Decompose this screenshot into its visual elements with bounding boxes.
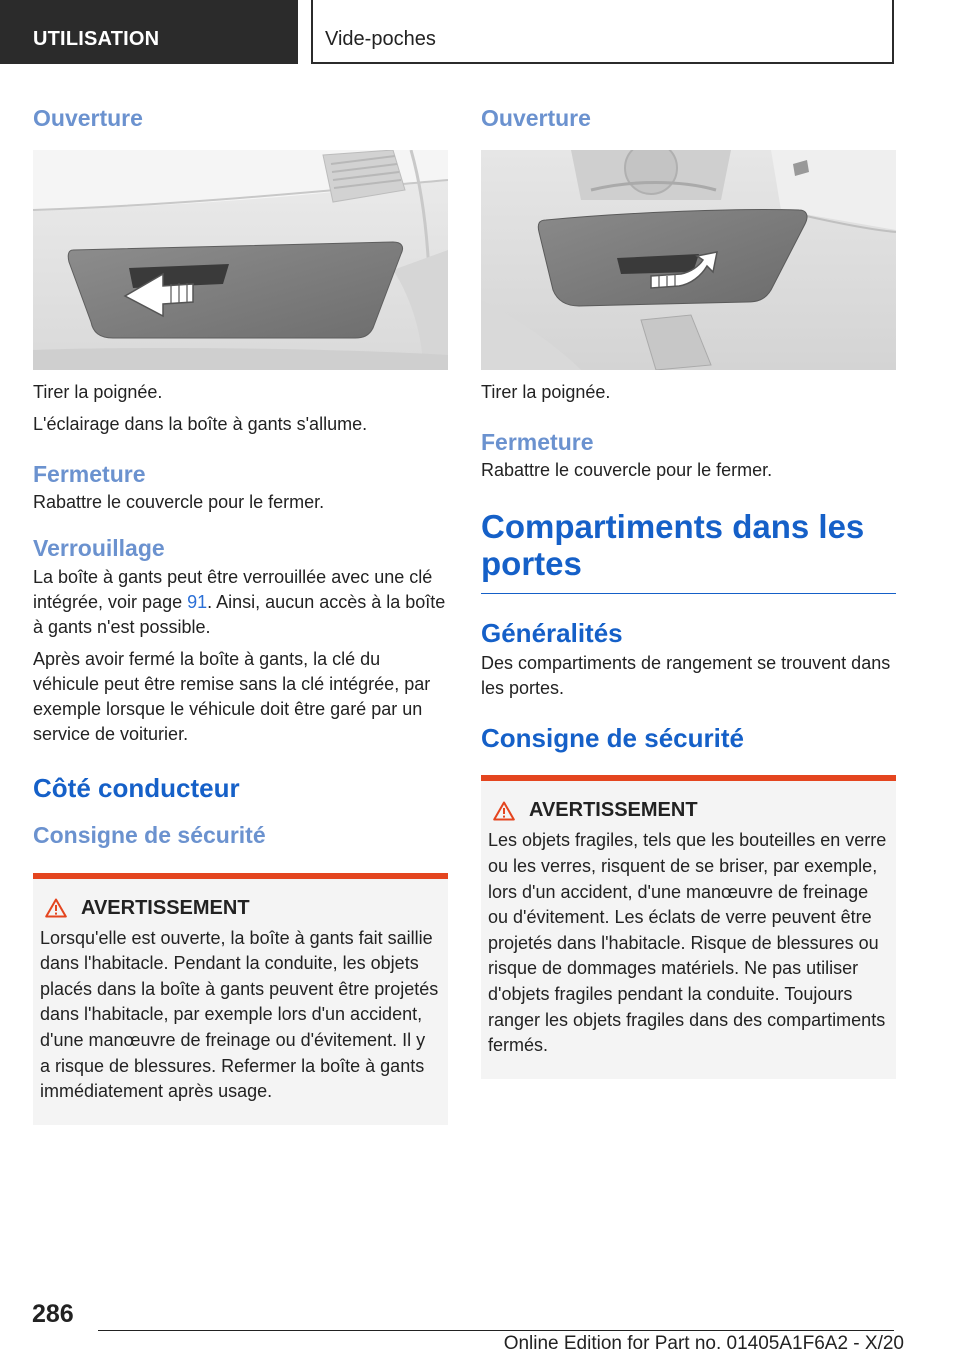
warning-text-left: Lorsqu'elle est ouverte, la boîte à gants fait saillie dans l'habitacle. Pendant la conduite, les objets placés dans la boîte à gants peuvent être projetés dans l'habitacle, par exemple lors d'un accident, d'une manœuvre de freinage ou d'évitement. Il y a risque de blessures. Refermer la boîte à gants immédiatement après usage. — [40, 927, 439, 1102]
warning-triangle-icon — [493, 801, 515, 821]
general-text: Des compartiments de rangement se trouvent dans les portes. — [481, 653, 891, 699]
closing-text-right: Rabattre le couvercle pour le fermer. — [481, 460, 773, 481]
driver-side-heading: Côté conducteur — [33, 772, 240, 803]
driver-compartment-open-illustration — [481, 150, 896, 370]
opening-note: L'éclairage dans la boîte à gants s'allume. — [33, 413, 368, 434]
glovebox-passenger-image — [33, 150, 448, 370]
footer-rule — [98, 1330, 904, 1354]
warning-title-left: AVERTISSEMENT — [40, 897, 440, 920]
header-chapter-label: Vide-poches — [325, 28, 436, 50]
page-number: 286 — [32, 1300, 74, 1328]
safety-heading-right: Consigne de sécurité — [481, 723, 744, 754]
header-section-label: UTILISATION — [33, 28, 160, 50]
warning-triangle-icon — [45, 898, 67, 918]
warning-box-left — [33, 873, 448, 1125]
header-chapter-tab — [311, 0, 894, 64]
glovebox-driver-image — [481, 150, 896, 370]
glovebox-open-illustration — [33, 150, 448, 370]
header-section-tab — [0, 0, 298, 64]
warning-title-right: AVERTISSEMENT — [488, 799, 888, 822]
general-heading: Généralités — [481, 618, 623, 649]
right-column — [481, 100, 896, 1079]
footer-edition: Online Edition for Part no. 01405A1F6A2 - X/20 — [503, 1333, 904, 1354]
warning-box-right — [481, 775, 896, 1078]
opening-step-right: Tirer la poignée. — [481, 381, 611, 402]
page-91-link[interactable]: 91 — [187, 591, 208, 612]
opening-heading-right: Ouverture — [481, 105, 591, 131]
left-column — [33, 100, 448, 1125]
locking-text-2: Après avoir fermé la boîte à gants, la clé du véhicule peut être remise sans la clé intégrée, par exemple lorsque le véhicule doit être garé par un service de voiturier. — [33, 648, 431, 744]
closing-text: Rabattre le couvercle pour le fermer. — [33, 492, 325, 513]
opening-heading: Ouverture — [33, 105, 143, 131]
locking-heading: Verrouillage — [33, 535, 165, 562]
safety-heading-left: Consigne de sécurité — [33, 821, 266, 848]
door-compartments-heading: Compartiments dans les portes — [481, 509, 896, 594]
closing-heading: Fermeture — [33, 460, 146, 487]
closing-heading-right: Fermeture — [481, 428, 594, 455]
warning-text-right: Les objets fragiles, tels que les bouteilles en verre ou les verres, risquent de se briser, par exemple, lors d'un accident, d'une manœuvre de freinage ou d'évitement. Les éclats de verre peuvent être projetés dans l'habitacle. Risque de blessures ou risque de dommages matériels. Ne pas utiliser d'objets fragiles pendant la conduite. Toujours ranger les objets fragiles dans des compartiments fermés. — [488, 830, 887, 1056]
locking-text-1: La boîte à gants peut être verrouillée avec une clé intégrée, voir page 91. Ainsi, aucun accès à la boîte à gants n'est possible. — [33, 566, 446, 637]
opening-step: Tirer la poignée. — [33, 381, 163, 402]
